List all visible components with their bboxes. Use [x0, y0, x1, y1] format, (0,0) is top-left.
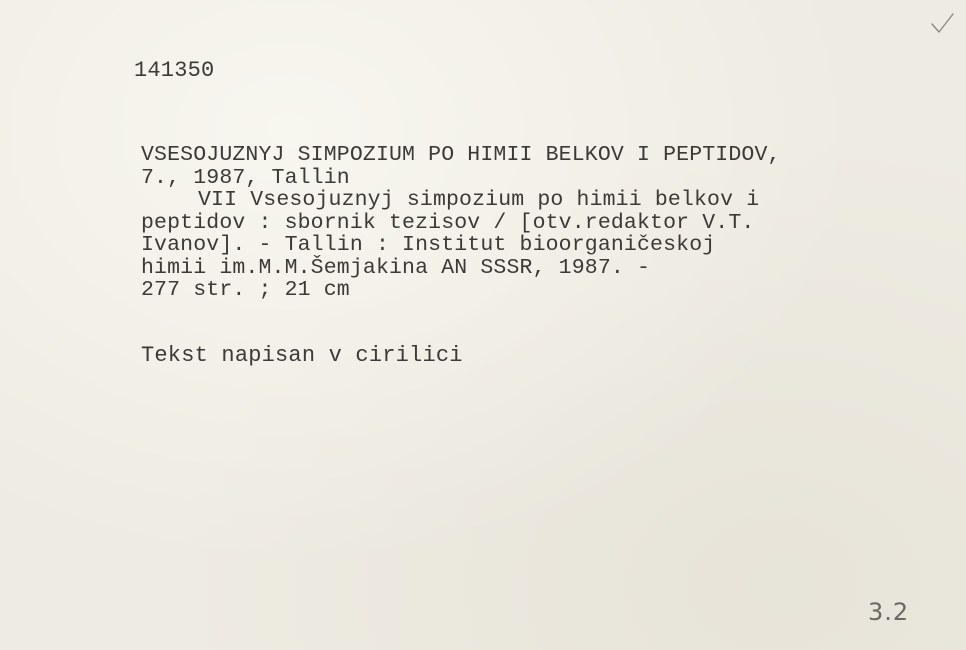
bibliographic-entry	[141, 144, 781, 302]
entry-title-line-2: peptidov : sbornik tezisov / [otv.redaktor V.T.	[141, 210, 755, 235]
entry-extent-line: 277 str. ; 21 cm	[141, 278, 350, 302]
entry-heading-line-2: 7., 1987, Tallin	[141, 165, 350, 190]
entry-title-line-1: VII Vsesojuznyj simpozium po himii belkov i	[198, 188, 760, 212]
handwritten-shelf-number: 3.2	[868, 598, 910, 626]
check-mark-icon	[928, 10, 956, 38]
entry-publication-line: Ivanov]. - Tallin : Institut bioorganičeskoj	[141, 233, 716, 257]
entry-heading-line-1: VSESOJUZNYJ SIMPOZIUM PO HIMII BELKOV I PEPTIDOV,	[141, 143, 781, 167]
accession-number: 141350	[134, 58, 215, 83]
entry-note: Tekst napisan v cirilici	[141, 343, 463, 368]
entry-publisher-line: himii im.M.M.Šemjakina AN SSSR, 1987. -	[141, 255, 651, 280]
